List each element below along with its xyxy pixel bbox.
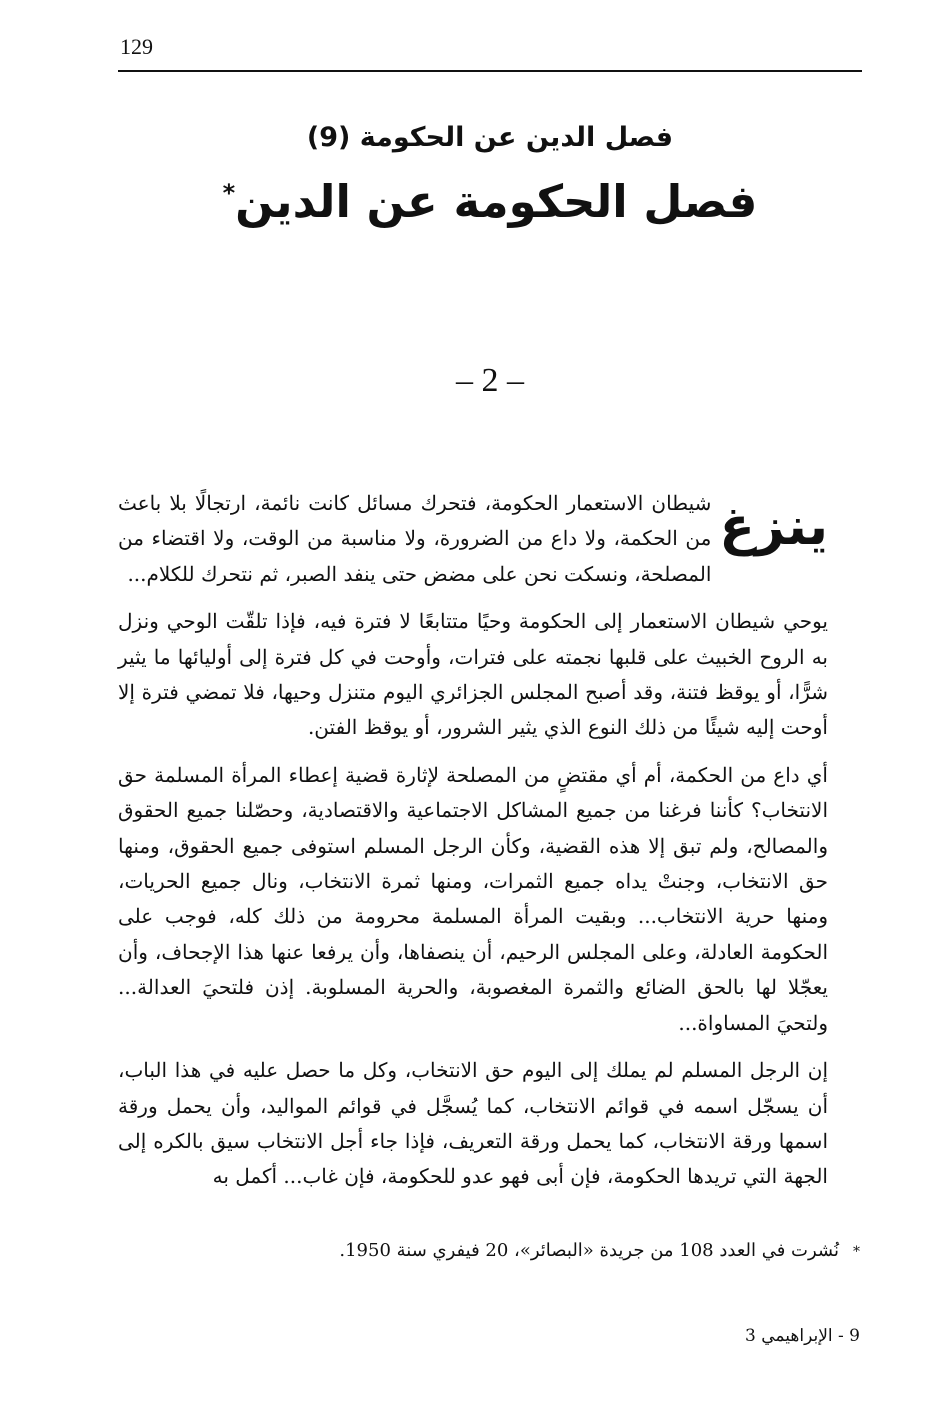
signature-line: 9 - الإبراهيمي 3 bbox=[745, 1326, 860, 1346]
chapter-title bbox=[118, 175, 862, 228]
paragraph-1-text: شيطان الاستعمار الحكومة، فتحرك مسائل كانت نائمة، ارتجالًا بلا باعث من الحكمة، ولا داع من الضرورة، ولا مناسبة من الوقت، ولا اقتضاء من المصلحة، ونسكت نحن على مضض حتى ينفد الصبر، ثم نتحرك للكلام... bbox=[118, 491, 712, 586]
footnote bbox=[118, 1240, 860, 1261]
page-number: 129 bbox=[120, 34, 153, 59]
paragraph-2: يوحي شيطان الاستعمار إلى الحكومة وحيًا متتابعًا لا فترة فيه، فإذا تلقّت الوحي ونزل به الروح الخبيث على قلبها نجمته على فترات، وأوحت في كل فترة إلى أوليائها ما يثير شرًّا، أو يوقظ فتنة، وقد أصبح المجلس الجزائري اليوم متنزل وحيها، فلا تمضي فترة إلا أوحت إليه شيئًا من ذلك النوع الذي يثير الشرور، أو يوقظ الفتن. bbox=[118, 609, 828, 740]
chapter-title-text: فصل الحكومة عن الدين bbox=[235, 175, 758, 228]
paragraph-3: أي داع من الحكمة، أم أي مقتضٍ من المصلحة لإثارة قضية إعطاء المرأة المسلمة حق الانتخاب؟ كأننا فرغنا من جميع المشاكل الاجتماعية والاقتصادية، وحصّلنا جميع الحقوق والمصالح، ولم تبق إلا هذه القضية، وكأن الرجل المسلم استوفى جميع الحقوق، ومنها حق الانتخاب، وجنتْ يداه جميع الثمرات، ومنها ثمرة الانتخاب، ونال جميع الحريات، ومنها حرية الانتخاب... وبقيت المرأة المسلمة محرومة من ذلك كله، فوجب على الحكومة العادلة، وعلى المجلس الرحيم، أن ينصفاها، وأن يرفعا عنها هذا الإجحاف، وأن يعجّلا لها بالحق الضائع والثمرة المغصوبة، والحرية المسلوبة. إذن فلتحيَ العدالة... ولتحيَ المساواة... bbox=[118, 762, 828, 1035]
paragraph-1 bbox=[118, 486, 828, 592]
dropcap-word: ينزغ bbox=[719, 497, 828, 557]
section-number: – 2 – bbox=[456, 362, 524, 399]
title-footnote-mark: * bbox=[222, 179, 236, 207]
running-head: فصل الدين عن الحكومة (9) bbox=[306, 122, 674, 153]
body-text bbox=[118, 486, 828, 1207]
footnote-text: نُشرت في العدد 108 من جريدة «البصائر»، 20 فيفري سنة 1950. bbox=[339, 1240, 839, 1261]
paragraph-4: إن الرجل المسلم لم يملك إلى اليوم حق الانتخاب، وكل ما حصل عليه في هذا الباب، أن يسجّل اسمه في قوائم الانتخاب، كما يُسجَّل في قوائم المواليد، وأن يحمل ورقة اسمها ورقة الانتخاب، كما يحمل ورقة التعريف، فإذا جاء أجل الانتخاب سيق بالكره إلى الجهة التي تريدها الحكومة، فإن أبى فهو عدو للحكومة، فإن غاب... أكمل به bbox=[118, 1058, 828, 1189]
header-rule bbox=[118, 70, 862, 72]
footnote-marker: * bbox=[853, 1244, 860, 1260]
